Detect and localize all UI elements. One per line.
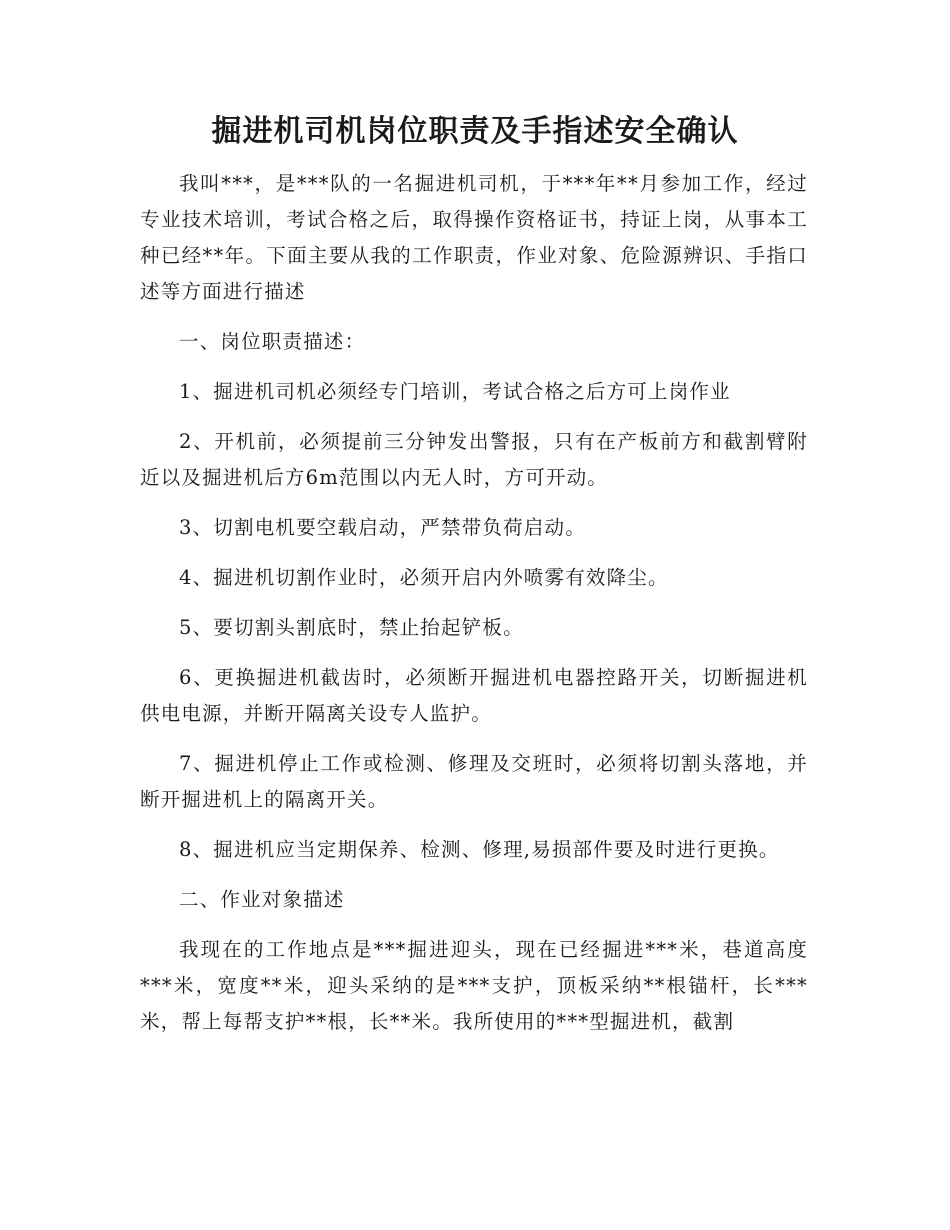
duty-item-4: 4、掘进机切割作业时，必须开启内外喷雾有效降尘。 [179, 566, 669, 589]
section-heading-work-object: 二、作业对象描述 [179, 888, 345, 911]
document-title: 掘进机司机岗位职责及手指述安全确认 [211, 114, 739, 149]
section-heading-duties: 一、岗位职责描述： [179, 330, 366, 353]
work-object-paragraph: 我现在的工作地点是***掘进迎头，现在已经掘进***米，巷道高度***米，宽度**米，迎头采纳的是***支护，顶板采纳**根锚杆，长***米，帮上每帮支护**根，长**米。我所使用的***型掘进机，截割 [140, 938, 808, 1033]
duty-item-8: 8、掘进机应当定期保养、检测、修理,易损部件要及时进行更换。 [179, 838, 780, 861]
intro-paragraph: 我叫***，是***队的一名掘进机司机，于***年**月参加工作，经过专业技术培训，考试合格之后，取得操作资格证书，持证上岗，从事本工种已经**年。下面主要从我的工作职责，作业对象、危险源辨识、手指口述等方面进行描述 [140, 172, 808, 303]
duty-item-6: 6、更换掘进机截齿时，必须断开掘进机电器控路开关，切断掘进机供电电源，并断开隔离关设专人监护。 [140, 666, 808, 725]
duty-item-2: 2、开机前，必须提前三分钟发出警报，只有在产板前方和截割臂附近以及掘进机后方6m范围以内无人时，方可开动。 [140, 430, 808, 489]
duty-item-7: 7、掘进机停止工作或检测、修理及交班时，必须将切割头落地，并断开掘进机上的隔离开关。 [140, 752, 808, 811]
document-body [140, 166, 808, 1054]
duty-item-5: 5、要切割头割底时，禁止抬起铲板。 [179, 616, 524, 639]
duty-item-3: 3、切割电机要空载启动，严禁带负荷启动。 [179, 516, 586, 539]
duty-item-1: 1、掘进机司机必须经专门培训，考试合格之后方可上岗作业 [179, 380, 731, 403]
